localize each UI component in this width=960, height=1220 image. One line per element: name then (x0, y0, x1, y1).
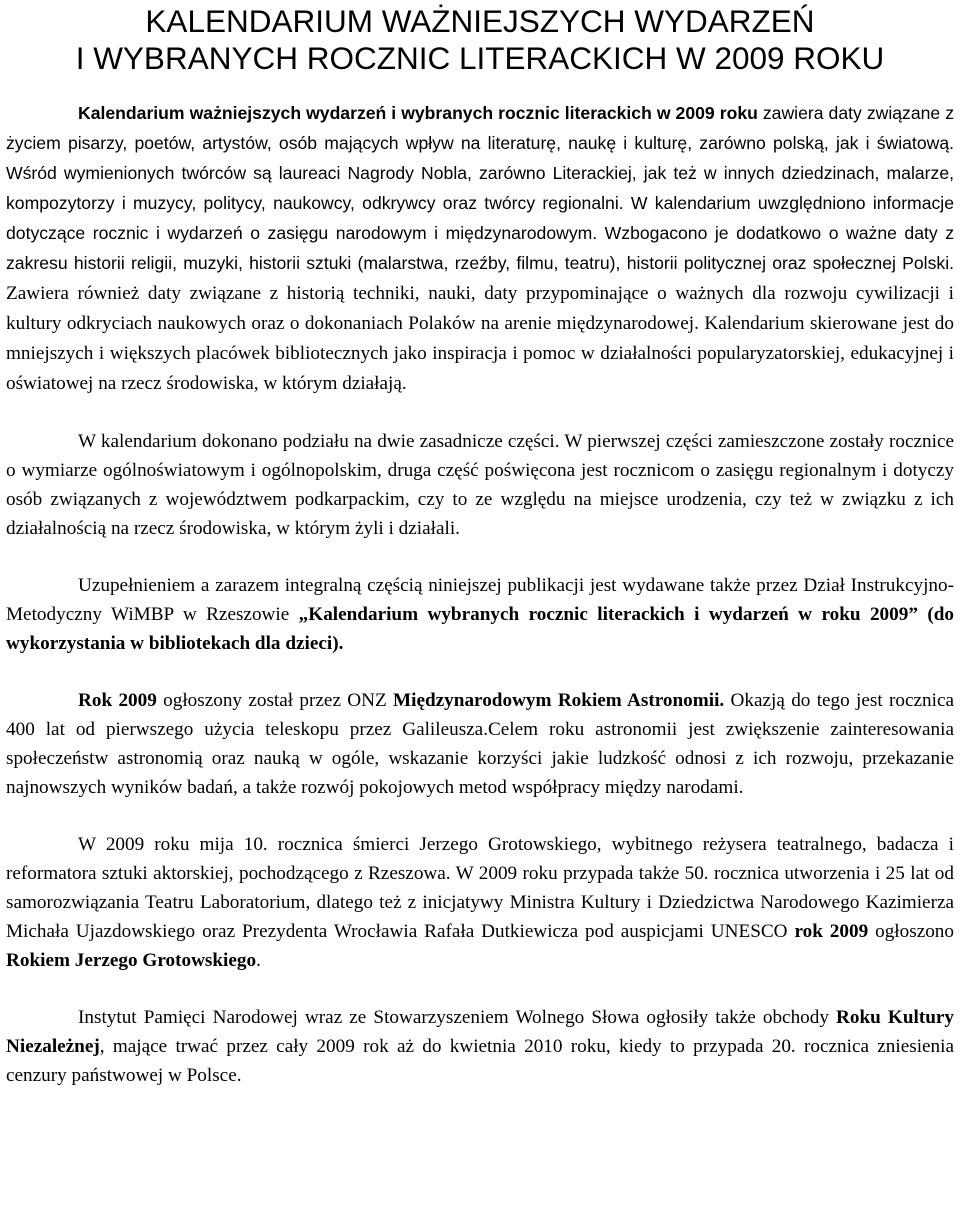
astronomy-text-1: ogłoszony został przez ONZ (156, 690, 394, 711)
culture-text-2: , mające trwać przez cały 2009 rok aż do kwietnia 2010 roku, kiedy to przypada 20. rocznica zniesienia cenzury państwowej w Polsce. (6, 1036, 954, 1086)
intro-serif-text: Zawiera również daty związane z historią techniki, nauki, daty przypominające o ważnych dla rozwoju cywilizacji i kultury odkryciach naukowych oraz o dokonaniach Polaków na arenie międzynarodowej. Kalendarium skierowane jest do mniejszych i większych placówek bibliotecznych jako inspiracja i pomoc w działalności popularyzatorskiej, edukacyjnej i oświatowej na rzecz środowiska, w którym działają. (6, 283, 954, 394)
grotowski-text-1: W 2009 roku mija 10. rocznica śmierci Jerzego Grotowskiego, wybitnego reżysera teatralnego, badacza i reformatora sztuki aktorskiej, pochodzącego z Rzeszowa. W 2009 roku przypada także 50. rocznica utworzenia i 25 lat od samorozwiązania Teatru Laboratorium, dlatego też z inicjatywy Ministra Kultury i Dziedzictwa Narodowego Kazimierza Michała Ujazdowskiego oraz Prezydenta Wrocławia Rafała Dutkiewicza pod auspicjami UNESCO (6, 834, 954, 942)
supplement-paragraph (6, 571, 954, 658)
document-title (6, 0, 954, 77)
culture-paragraph (6, 1003, 954, 1090)
astronomy-text-2: Okazją do tego jest rocznica 400 lat od pierwszego użycia teleskopu przez Galileusza.Celem roku astronomii jest zwiększenie zainteresowania społeczeństw astronomią oraz nauką w ogóle, wskazanie korzyści jakie ludzkość odnosi z ich rozwoju, przekazanie najnowszych wyników badań, a także rozwój pokojowych metod współpracy między narodami. (6, 690, 954, 798)
division-paragraph: W kalendarium dokonano podziału na dwie zasadnicze części. W pierwszej części zamieszczone zostały rocznice o wymiarze ogólnoświatowym i ogólnopolskim, druga część poświęcona jest rocznicom o zasięgu regionalnym i dotyczy osób związanych z województwem podkarpackim, czy to ze względu na miejsce urodzenia, czy też w związku z ich działalnością na rzecz środowiska, w którym żyli i działali. (6, 431, 954, 539)
grotowski-paragraph (6, 830, 954, 975)
grotowski-text-2: ogłoszono (868, 921, 954, 942)
title-line-1: KALENDARIUM WAŻNIEJSZYCH WYDARZEŃ (145, 3, 815, 39)
intro-paragraph (6, 99, 954, 399)
astronomy-bold-year: Rok 2009 (78, 690, 157, 711)
culture-bold-name: Roku Kultury Niezależnej (6, 1007, 955, 1057)
grotowski-bold-year: rok 2009 (794, 921, 869, 942)
culture-text-1: Instytut Pamięci Narodowej wraz ze Stowarzyszeniem Wolnego Słowa ogłosiły także obchody (78, 1007, 837, 1028)
intro-sans-text: zawiera daty związane z życiem pisarzy, poetów, artystów, osób mających wpływ na literaturę, naukę i kulturę, zarówno polską, jak i światową. Wśród wymienionych twórców są laureaci Nagrody Nobla, zarówno Literackiej, jak też w innych dziedzinach, malarze, kompozytorzy i muzycy, politycy, naukowcy, odkrywcy oraz twórcy regionalni. W kalendarium uwzględniono informacje dotyczące rocznic i wydarzeń o zasięgu narodowym i międzynarodowym. Wzbogacono je dodatkowo o ważne daty z zakresu historii religii, muzyki, historii sztuki (malarstwa, rzeźby, filmu, teatru), historii politycznej oraz społecznej Polski. (6, 103, 954, 273)
grotowski-bold-name: Rokiem Jerzego Grotowskiego (6, 950, 257, 971)
astronomy-paragraph (6, 686, 954, 802)
supplement-text: Uzupełnieniem a zarazem integralną częścią niniejszej publikacji jest wydawane także przez Dział Instrukcyjno-Metodyczny WiMBP w Rzeszowie (6, 575, 954, 625)
intro-bold-lead: Kalendarium ważniejszych wydarzeń i wybranych rocznic literackich w 2009 roku (78, 103, 758, 123)
supplement-bold-title: „Kalendarium wybranych rocznic literackich i wydarzeń w roku 2009” (do wykorzystania w bibliotekach dla dzieci). (6, 604, 954, 654)
title-line-2: I WYBRANYCH ROCZNIC LITERACKICH W 2009 ROKU (75, 40, 885, 76)
astronomy-bold-name: Międzynarodowym Rokiem Astronomii. (393, 690, 725, 711)
grotowski-text-3: . (256, 950, 261, 971)
